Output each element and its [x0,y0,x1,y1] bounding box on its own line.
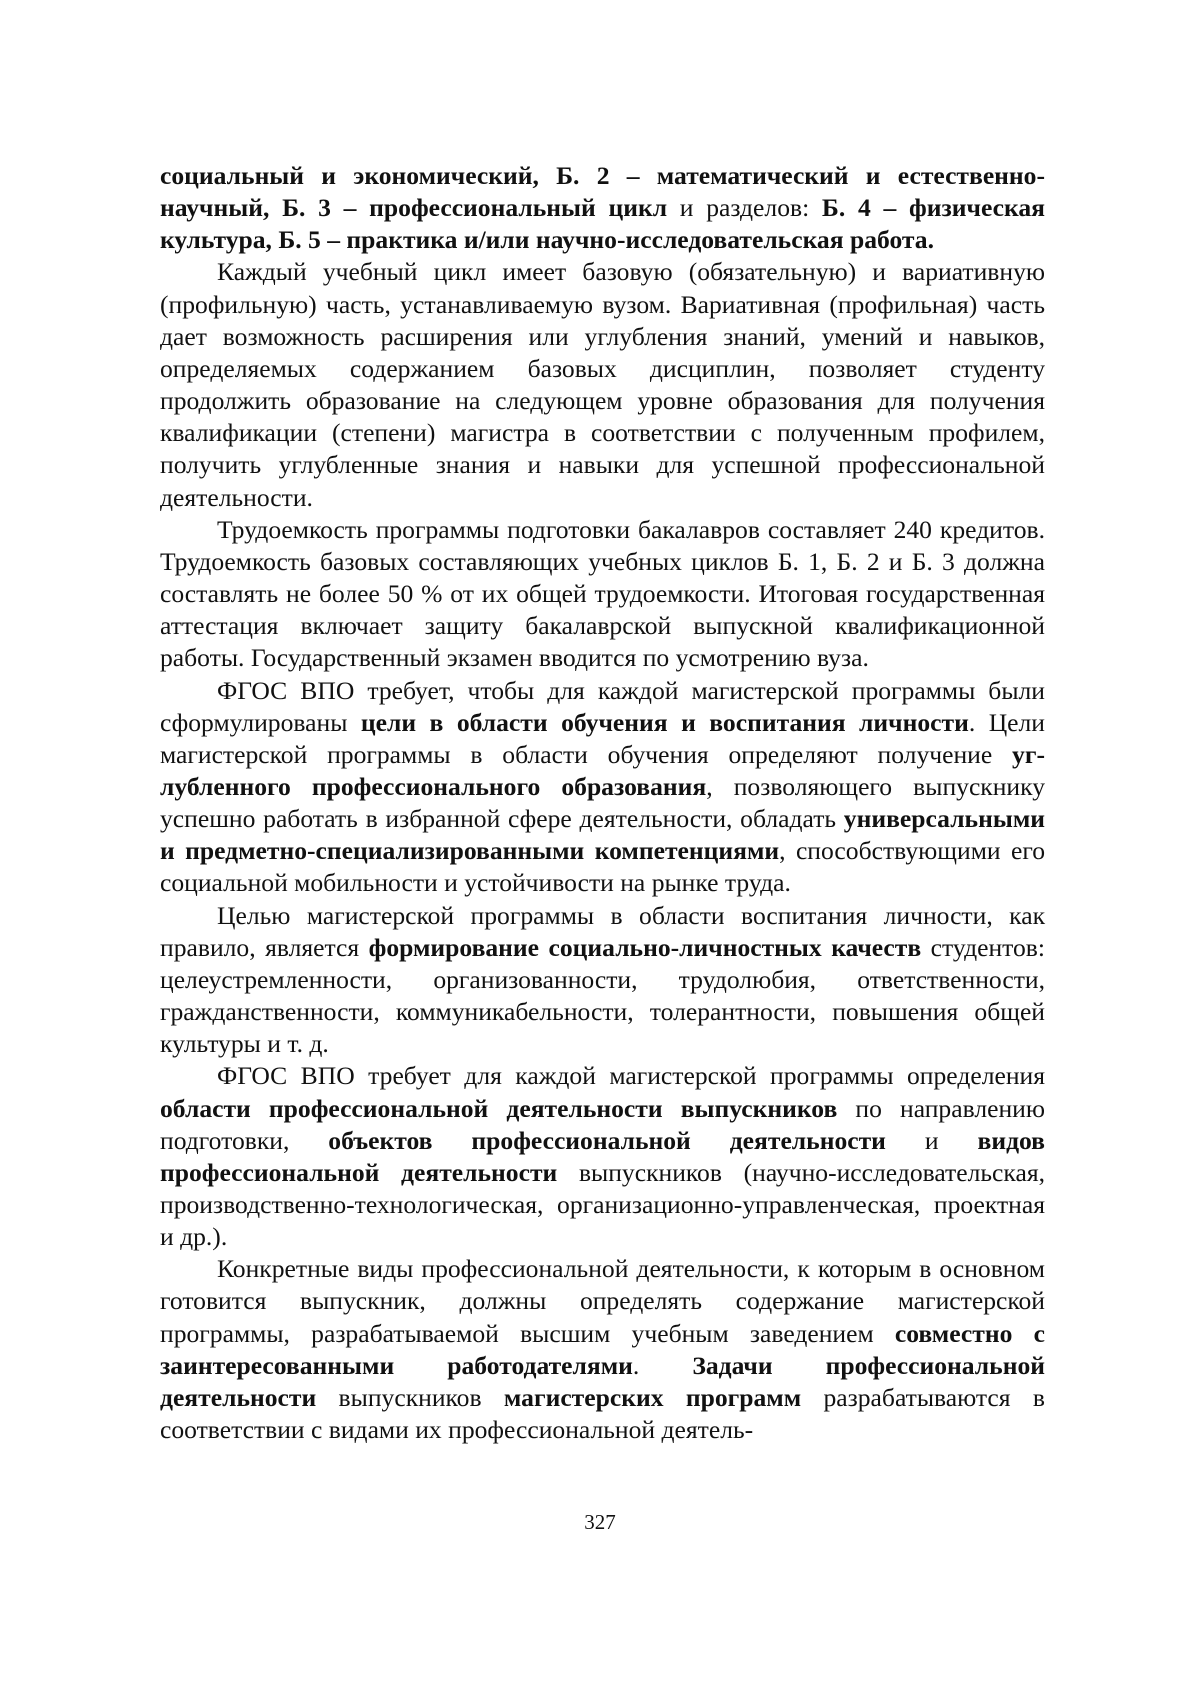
bold-text-run: Задачи профессиональной деятельности [160,1350,1045,1412]
bold-text-run: области профессиональной деятельности выпускников [160,1093,838,1123]
bold-text-run: магистерских программ [503,1382,802,1412]
text-run: . [632,1350,693,1380]
text-run: Каждый учебный цикл имеет базовую (обязательную) и вариативную (профильную) часть, устанавливаемую вузом. Вариативная (профильная) часть дает возможность расширения или углубления знаний, умений и навыков, определяемых содержанием базовых дисциплин, позволяет студенту продолжить образование на следующем уровне образования для получения квалификации (степени) магистра в соответствии с полученным профилем, получить углубленные знания и навыки для успешной профессиональной деятельности. [160,257,1045,512]
bold-text-run: цели в области обучения и воспитания личности [360,707,969,737]
text-run: Целью магистерской программы в области воспитания личности, как правило, является [160,900,1045,962]
bold-text-run: видов профессиональной деятельности [160,1125,1045,1187]
bold-text-run: универсальными и предметно-специализированными компетенциями [160,804,1045,866]
bold-text-run: социальный и экономический, Б. 2 – математический и естественно-научный, Б. 3 – профессиональный цикл [160,161,1045,223]
text-run: Трудоемкость программы подготовки бакалавров составляет 240 кредитов. Трудоемкость базовых составляющих учебных циклов Б. 1, Б. 2 и Б. 3 должна составлять не более 50 % от их общей трудоемкости. Итоговая государственная аттестация включает защиту бакалаврской выпускной квалификационной работы. Государственный экзамен вводится по усмотрению вуза. [160,514,1045,673]
bold-text-run: совместно с заинтересованными работодателями [160,1318,1045,1380]
paragraph [160,675,1045,900]
paragraph [160,514,1045,675]
text-run: по направлению подготовки, [160,1093,1045,1155]
text-run: Конкретные виды профессиональной деятельности, к которым в основном готовится выпускник, должны определять содержание магистерской программы, разрабатываемой высшим учебным заведением [160,1254,1045,1348]
bold-text-run: формирование социально-личностных качеств [368,932,922,962]
bold-text-run: углубленного профессионального образования [160,739,1045,801]
text-run: . Цели магистерской программы в области обучения определяют получение [160,707,1045,769]
text-run: и разделов: [667,193,822,223]
paragraph [160,1253,1045,1446]
paragraph [160,160,1045,256]
text-run: разрабатываются в соответствии с видами их профессиональной деятель- [160,1382,1045,1445]
paragraph [160,256,1045,513]
document-page [160,160,1045,1446]
paragraph [160,900,1045,1061]
text-run: выпускников [316,1382,504,1412]
bold-text-run: Б. 4 – физическая культура, Б. 5 – практика и/или научно-исследовательская работа. [160,193,1045,255]
text-run: ФГОС ВПО требует, чтобы для каждой магистерской программы были сформулированы [160,675,1045,737]
page-number: 327 [584,1510,616,1534]
text-run: , позволяющего выпускнику успешно работать в избранной сфере деятельности, обладать [160,771,1045,834]
text-run: ФГОС ВПО требует для каждой магистерской программы определения [217,1061,1045,1091]
text-run: , способствующими его социальной мобильности и устойчивости на рынке труда. [160,836,1045,898]
bold-text-run: объектов профессиональной деятельности [328,1125,886,1155]
text-run: выпускников (научно-исследовательская, производственно-технологическая, организационно-управленческая, проектная и др.). [160,1157,1045,1252]
text-run: и [885,1125,978,1155]
paragraph [160,1060,1045,1253]
text-run: студентов: целеустремленности, организованности, трудолюбия, ответственности, гражданственности, коммуникабельности, толерантности, повышения общей культуры и т. д. [160,932,1045,1059]
